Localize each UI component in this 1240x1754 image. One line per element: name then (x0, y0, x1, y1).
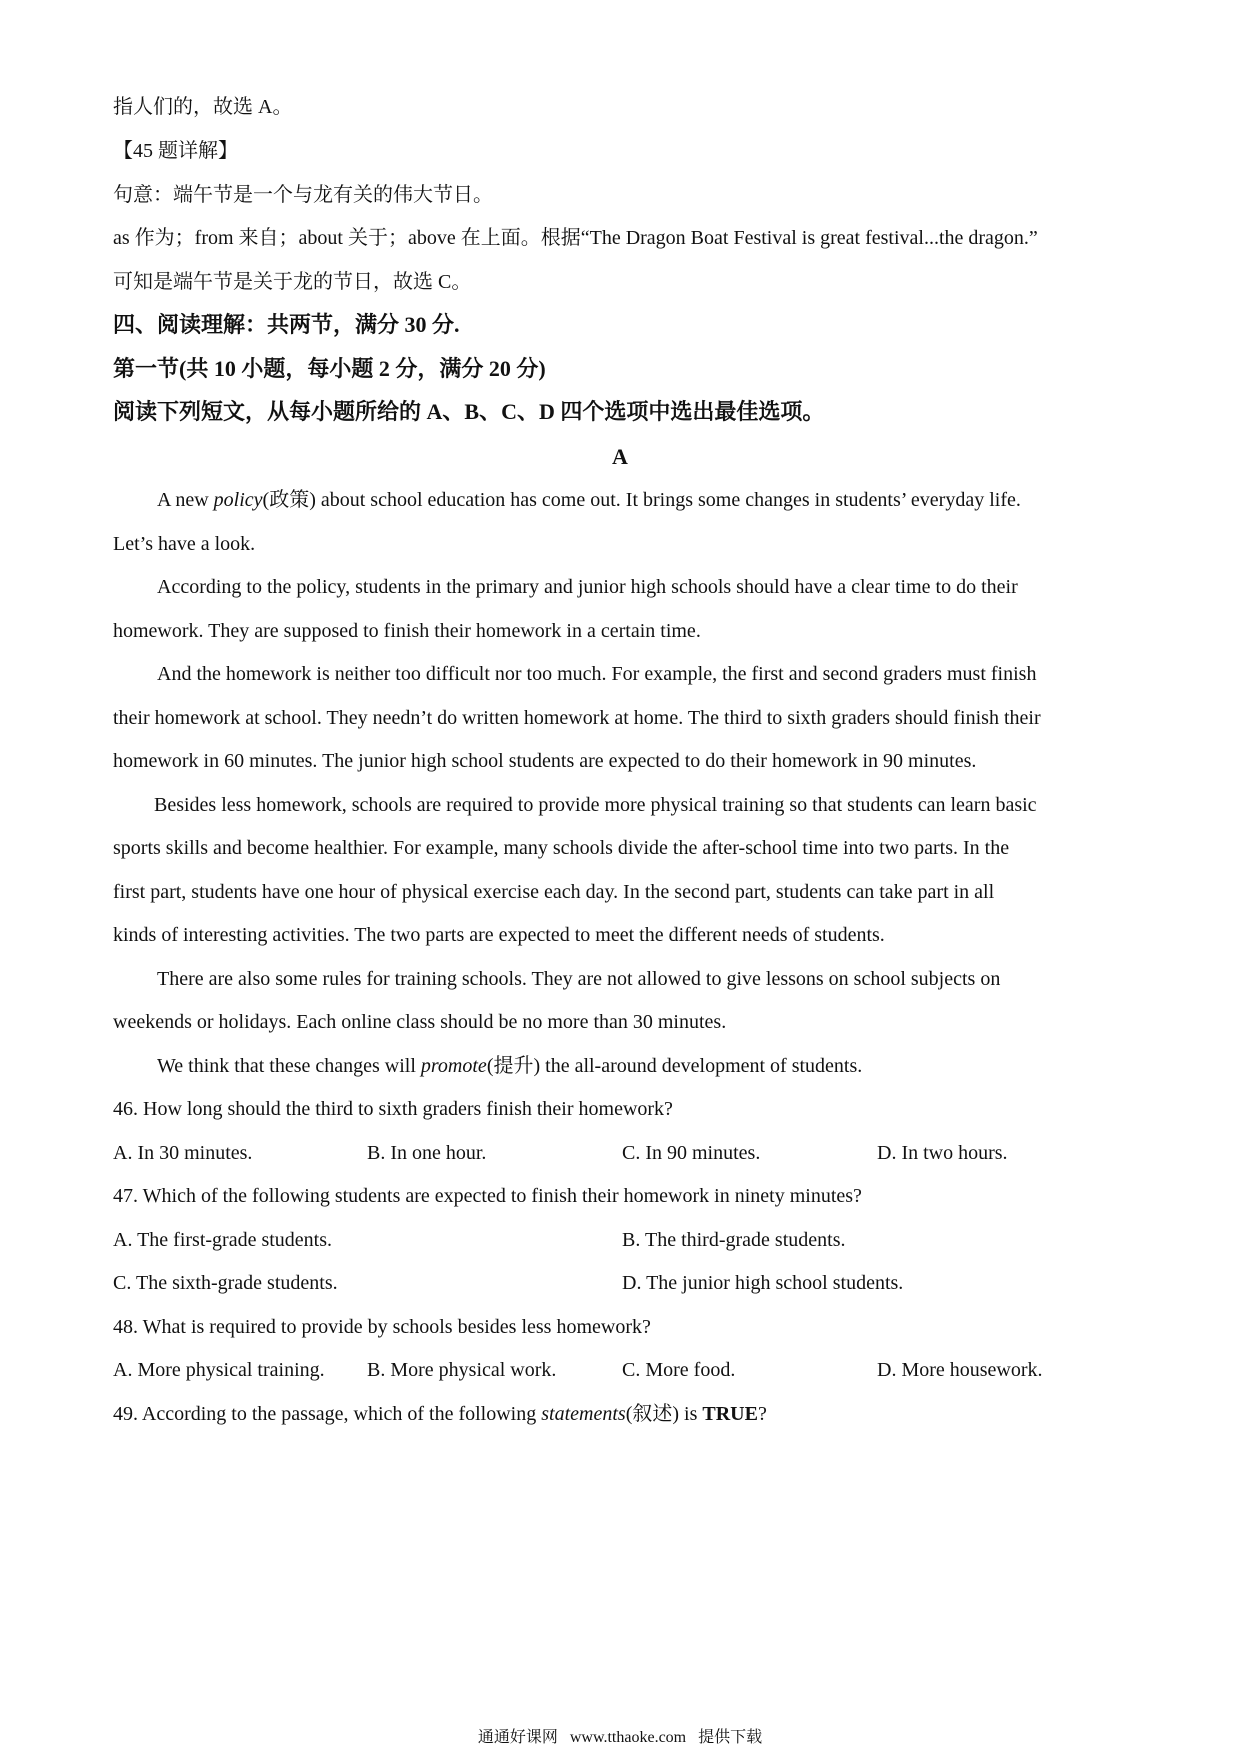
section-instruction: 阅读下列短文，从每小题所给的 A、B、C、D 四个选项中选出最佳选项。 (113, 399, 825, 424)
q45-header: 【45 题详解】 (113, 140, 238, 162)
question-47-option-d: D. The junior high school students. (622, 1272, 904, 1294)
passage-line: homework in 60 minutes. The junior high school students are expected to do their homework in 90 minutes. (113, 750, 977, 772)
q45-explanation: as 作为；from 来自；about 关于；above 在上面。根据“The Dragon Boat Festival is great festival...the dragon.” (113, 227, 1038, 249)
text-run: ? (757, 1403, 767, 1425)
text-run: A new (157, 489, 214, 511)
question-47-stem: 47. Which of the following students are expected to finish their homework in ninety minutes? (113, 1185, 862, 1207)
passage-paragraph-1 (157, 487, 1128, 513)
page-footer (0, 1728, 1240, 1748)
term: promote (420, 1055, 487, 1077)
footer-site-name: 通通好课网 (477, 1729, 558, 1746)
passage-label: A (612, 444, 628, 469)
emphasis: TRUE (702, 1403, 758, 1425)
passage-paragraph-2: According to the policy, students in the primary and junior high schools should have a clear time to do their (157, 576, 1018, 598)
question-48-stem: 48. What is required to provide by schools besides less homework? (113, 1316, 651, 1338)
term: statements (541, 1403, 626, 1425)
passage-line: kinds of interesting activities. The two parts are expected to meet the different needs of students. (113, 924, 885, 946)
term: policy (213, 489, 263, 511)
question-47-option-b: B. The third-grade students. (622, 1229, 846, 1251)
question-47-option-a: A. The first-grade students. (113, 1229, 333, 1251)
passage-line: first part, students have one hour of physical exercise each day. In the second part, students can take part in all (113, 881, 995, 903)
footer-url[interactable]: www.tthaoke.com (569, 1729, 687, 1746)
passage-line: homework. They are supposed to finish their homework in a certain time. (113, 620, 701, 642)
passage-paragraph-5: There are also some rules for training schools. They are not allowed to give lessons on school subjects on (157, 968, 1001, 990)
text-run: (政策) about school education has come out. It brings some changes in students’ everyday life. (262, 489, 1021, 511)
text-run: We think that these changes will (157, 1055, 421, 1077)
passage-line: weekends or holidays. Each online class should be no more than 30 minutes. (113, 1011, 727, 1033)
question-46-option-a: A. In 30 minutes. (113, 1142, 253, 1164)
section-title: 四、阅读理解：共两节，满分 30 分. (113, 312, 460, 337)
passage-line: Let’s have a look. (113, 533, 256, 555)
passage-paragraph-6 (157, 1053, 1128, 1079)
question-48-option-a: A. More physical training. (113, 1359, 325, 1381)
passage-line: sports skills and become healthier. For example, many schools divide the after-school time into two parts. In the (113, 837, 1010, 859)
footer-note: 提供下载 (698, 1729, 763, 1746)
text-run: (提升) the all-around development of students. (486, 1055, 863, 1077)
question-47-option-c: C. The sixth-grade students. (113, 1272, 338, 1294)
question-48-option-c: C. More food. (622, 1359, 736, 1381)
question-46-stem: 46. How long should the third to sixth graders finish their homework? (113, 1098, 673, 1120)
passage-paragraph-3: And the homework is neither too difficult nor too much. For example, the first and second graders must finish (157, 663, 1037, 685)
question-46-option-b: B. In one hour. (367, 1142, 487, 1164)
q45-conclusion: 可知是端午节是关于龙的节日，故选 C。 (113, 271, 472, 293)
question-48-option-d: D. More housework. (877, 1359, 1043, 1381)
q45-meaning: 句意：端午节是一个与龙有关的伟大节日。 (113, 184, 493, 206)
question-46-option-c: C. In 90 minutes. (622, 1142, 761, 1164)
question-48-option-b: B. More physical work. (367, 1359, 557, 1381)
section-part-title: 第一节(共 10 小题，每小题 2 分，满分 20 分) (113, 356, 546, 381)
passage-paragraph-4: Besides less homework, schools are required to provide more physical training so that students can learn basic (154, 794, 1037, 816)
question-49-stem (113, 1401, 1128, 1427)
passage-line: their homework at school. They needn’t do written homework at home. The third to sixth graders should finish their (113, 707, 1041, 729)
text-run: (叙述) is (625, 1403, 703, 1425)
text-run: 49. According to the passage, which of the following (113, 1403, 542, 1425)
answer-text: 指人们的，故选 A。 (113, 96, 293, 118)
question-46-option-d: D. In two hours. (877, 1142, 1008, 1164)
